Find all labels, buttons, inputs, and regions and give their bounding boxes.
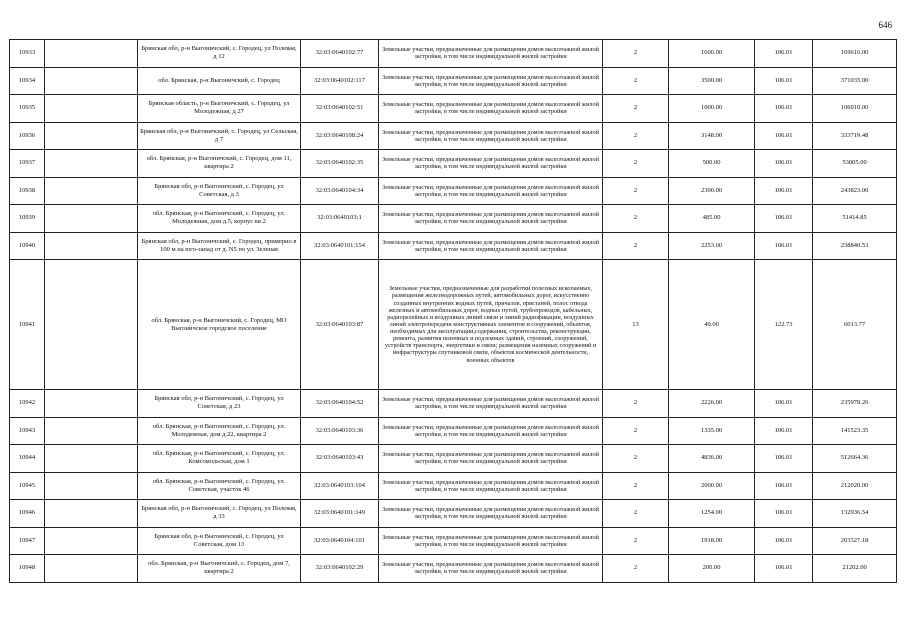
land-use-cell: Земельные участки, предназначенные для размещения домов малоэтажной жилой застройки, в том числе индивидуальной жилой застройки: [379, 555, 603, 583]
empty-cell: [45, 260, 138, 390]
cadastral-number-cell: 32:03:0640102:35: [301, 150, 379, 178]
rate-cell: 106.01: [755, 95, 813, 123]
row-number: 10936: [10, 122, 45, 150]
cadastral-value-cell: 212020.00: [813, 472, 897, 500]
row-number: 10938: [10, 177, 45, 205]
use-code-cell: 2: [603, 527, 669, 555]
use-code-cell: 2: [603, 150, 669, 178]
use-code-cell: 2: [603, 417, 669, 445]
address-cell: обл. Брянская, р-н Выгоничский, с. Городец, дом 11, квартира 2: [138, 150, 301, 178]
empty-cell: [45, 95, 138, 123]
table-row: [10, 445, 897, 473]
cadastral-value-cell: 6013.77: [813, 260, 897, 390]
rate-cell: 106.01: [755, 67, 813, 95]
cadastral-number-cell: 32:03:0640104:34: [301, 177, 379, 205]
address-cell: Брянская обл, р-н Выгоничский, с. Городец, ул Полевая, д 33: [138, 500, 301, 528]
empty-cell: [45, 527, 138, 555]
rate-cell: 106.01: [755, 40, 813, 68]
use-code-cell: 2: [603, 177, 669, 205]
cadastral-number-cell: 32:03:0640103:36: [301, 417, 379, 445]
cadastral-number-cell: 32:03:0640101:154: [301, 232, 379, 260]
address-cell: Брянская обл, р-н Выгоничский, с. Городец, ул Сельская, д 7: [138, 122, 301, 150]
cadastral-value-cell: 203327.18: [813, 527, 897, 555]
address-cell: обл. Брянская, р-н Выгоничский, с. Городец, ул. Комсомольская, дом 1: [138, 445, 301, 473]
row-number: 10947: [10, 527, 45, 555]
row-number: 10933: [10, 40, 45, 68]
address-cell: обл. Брянская, р-н Выгоничский, с. Городец, ул. Молодежная, дом д.5, корпус кв.2: [138, 205, 301, 233]
cadastral-registry-table: [9, 39, 897, 583]
table-row: [10, 472, 897, 500]
cadastral-number-cell: 32:03:0640102:117: [301, 67, 379, 95]
address-cell: Брянская область, р-н Выгоничский, с. Городец, ул Молодежная, д 27: [138, 95, 301, 123]
land-use-cell: Земельные участки, предназначенные для размещения домов малоэтажной жилой застройки, в том числе индивидуальной жилой застройки: [379, 177, 603, 205]
rate-cell: 106.01: [755, 122, 813, 150]
address-cell: Брянская обл, р-н Выгоничский, с. Городец, примерно в 100 м на юго-запад от д. N5 по ул. Зеленая: [138, 232, 301, 260]
use-code-cell: 2: [603, 232, 669, 260]
address-cell: Брянская обл, р-н Выгоничский, с. Городец, ул Советская, д 3: [138, 177, 301, 205]
rate-cell: 106.01: [755, 555, 813, 583]
cadastral-value-cell: 141523.35: [813, 417, 897, 445]
use-code-cell: 2: [603, 40, 669, 68]
registry-table-body: [10, 40, 897, 583]
table-row: [10, 177, 897, 205]
area-cell: 485.00: [669, 205, 755, 233]
cadastral-value-cell: 371035.00: [813, 67, 897, 95]
row-number: 10935: [10, 95, 45, 123]
row-number: 10945: [10, 472, 45, 500]
use-code-cell: 2: [603, 390, 669, 418]
empty-cell: [45, 417, 138, 445]
rate-cell: 106.01: [755, 205, 813, 233]
cadastral-number-cell: 32:03:0640103:104: [301, 472, 379, 500]
cadastral-value-cell: 169616.00: [813, 40, 897, 68]
cadastral-number-cell: 32:03:0640101:149: [301, 500, 379, 528]
area-cell: 2253.00: [669, 232, 755, 260]
page-number: 646: [878, 20, 892, 30]
address-cell: обл. Брянская, р-н Выгоничский, с. Городец, ул. Молодежная, дом д.22, квартира 2: [138, 417, 301, 445]
use-code-cell: 2: [603, 472, 669, 500]
area-cell: 4836.00: [669, 445, 755, 473]
land-use-cell: Земельные участки, предназначенные для размещения домов малоэтажной жилой застройки, в том числе индивидуальной жилой застройки: [379, 40, 603, 68]
area-cell: 1918.00: [669, 527, 755, 555]
empty-cell: [45, 500, 138, 528]
area-cell: 2226.00: [669, 390, 755, 418]
area-cell: 500.00: [669, 150, 755, 178]
land-use-cell: Земельные участки, предназначенные для размещения домов малоэтажной жилой застройки, в том числе индивидуальной жилой застройки: [379, 527, 603, 555]
cadastral-number-cell: 32:03:0640103:87: [301, 260, 379, 390]
table-row: [10, 150, 897, 178]
table-row: [10, 122, 897, 150]
area-cell: 1000.00: [669, 95, 755, 123]
empty-cell: [45, 177, 138, 205]
row-number: 10939: [10, 205, 45, 233]
use-code-cell: 2: [603, 95, 669, 123]
rate-cell: 106.01: [755, 177, 813, 205]
row-number: 10941: [10, 260, 45, 390]
table-row: [10, 67, 897, 95]
empty-cell: [45, 40, 138, 68]
use-code-cell: 2: [603, 205, 669, 233]
cadastral-value-cell: 512664.36: [813, 445, 897, 473]
table-row: [10, 417, 897, 445]
land-use-cell: Земельные участки, предназначенные для размещения домов малоэтажной жилой застройки, в том числе индивидуальной жилой застройки: [379, 122, 603, 150]
table-row: [10, 390, 897, 418]
cadastral-number-cell: 32:03:0640102:51: [301, 95, 379, 123]
area-cell: 49.00: [669, 260, 755, 390]
cadastral-value-cell: 53005.00: [813, 150, 897, 178]
cadastral-number-cell: 32:03:0640103:1: [301, 205, 379, 233]
land-use-cell: Земельные участки, предназначенные для размещения домов малоэтажной жилой застройки, в том числе индивидуальной жилой застройки: [379, 205, 603, 233]
area-cell: 200.00: [669, 555, 755, 583]
area-cell: 2000.00: [669, 472, 755, 500]
empty-cell: [45, 67, 138, 95]
cadastral-number-cell: 32:03:0640102:77: [301, 40, 379, 68]
cadastral-value-cell: 333719.48: [813, 122, 897, 150]
table-row: [10, 500, 897, 528]
empty-cell: [45, 555, 138, 583]
table-row: [10, 95, 897, 123]
row-number: 10937: [10, 150, 45, 178]
use-code-cell: 2: [603, 445, 669, 473]
row-number: 10942: [10, 390, 45, 418]
address-cell: Брянская обл, р-н Выгоничский, с. Городец, ул Советская, дом 13: [138, 527, 301, 555]
area-cell: 1600.00: [669, 40, 755, 68]
land-use-cell: Земельные участки, предназначенные для размещения домов малоэтажной жилой застройки, в том числе индивидуальной жилой застройки: [379, 445, 603, 473]
use-code-cell: 13: [603, 260, 669, 390]
land-use-cell: Земельные участки, предназначенные для размещения домов малоэтажной жилой застройки, в том числе индивидуальной жилой застройки: [379, 150, 603, 178]
address-cell: обл. Брянская, р-н Выгоничский, с. Городец, МО Выгоничское городское поселение: [138, 260, 301, 390]
rate-cell: 106.01: [755, 150, 813, 178]
land-use-cell: Земельные участки, предназначенные для размещения домов малоэтажной жилой застройки, в том числе индивидуальной жилой застройки: [379, 67, 603, 95]
cadastral-value-cell: 238840.53: [813, 232, 897, 260]
rate-cell: 106.01: [755, 417, 813, 445]
area-cell: 1335.00: [669, 417, 755, 445]
cadastral-number-cell: 32:03:0640108:24: [301, 122, 379, 150]
table-row: [10, 40, 897, 68]
land-use-cell: Земельные участки, предназначенные для размещения домов малоэтажной жилой застройки, в том числе индивидуальной жилой застройки: [379, 417, 603, 445]
rate-cell: 106.01: [755, 472, 813, 500]
cadastral-number-cell: 32:03:0640104:101: [301, 527, 379, 555]
address-cell: обл. Брянская, р-н Выгоничский, с. Городец: [138, 67, 301, 95]
row-number: 10946: [10, 500, 45, 528]
cadastral-value-cell: 21202.00: [813, 555, 897, 583]
land-use-cell: Земельные участки, предназначенные для размещения домов малоэтажной жилой застройки, в том числе индивидуальной жилой застройки: [379, 232, 603, 260]
cadastral-value-cell: 132936.54: [813, 500, 897, 528]
area-cell: 1254.00: [669, 500, 755, 528]
land-use-cell: Земельные участки, предназначенные для размещения домов малоэтажной жилой застройки, в том числе индивидуальной жилой застройки: [379, 390, 603, 418]
use-code-cell: 2: [603, 555, 669, 583]
area-cell: 2300.00: [669, 177, 755, 205]
row-number: 10944: [10, 445, 45, 473]
use-code-cell: 2: [603, 500, 669, 528]
cadastral-number-cell: 32:03:0640104:52: [301, 390, 379, 418]
row-number: 10940: [10, 232, 45, 260]
empty-cell: [45, 205, 138, 233]
use-code-cell: 2: [603, 67, 669, 95]
empty-cell: [45, 445, 138, 473]
rate-cell: 106.01: [755, 445, 813, 473]
empty-cell: [45, 150, 138, 178]
table-row: [10, 232, 897, 260]
area-cell: 3148.00: [669, 122, 755, 150]
cadastral-value-cell: 51414.85: [813, 205, 897, 233]
row-number: 10934: [10, 67, 45, 95]
rate-cell: 106.01: [755, 390, 813, 418]
row-number: 10943: [10, 417, 45, 445]
land-use-cell: Земельные участки, предназначенные для размещения домов малоэтажной жилой застройки, в том числе индивидуальной жилой застройки: [379, 472, 603, 500]
row-number: 10948: [10, 555, 45, 583]
cadastral-value-cell: 243823.00: [813, 177, 897, 205]
empty-cell: [45, 472, 138, 500]
table-row: [10, 205, 897, 233]
land-use-cell: Земельные участки, предназначенные для разработки полезных ископаемых, размещения железнодорожных путей, автомобильных дорог, искусственно созданных внутренних водных путей, причалов, пристаней, полос отвода железных и автомобильных дорог, водных путей, трубопроводов, кабельных, радиорелейных и воздушных линий связи и линий радиофикации, воздушных линий электропередачи конструктивных элементов и сооружений, объектов, необходимых для эксплуатации,содержания, строительства, реконструкции, ремонта, развития наземных и подземных зданий, строений, сооружений, устройств транспорта, энергетики и связи; размещения наземных сооружений и инфраструктуры спутниковой связи, объектов космической деятельности, военных объектов: [379, 260, 603, 390]
rate-cell: 106.01: [755, 232, 813, 260]
cadastral-number-cell: 32:03:0640102:29: [301, 555, 379, 583]
address-cell: Брянская обл, р-н Выгоничский, с. Городец, ул Советская, д 23: [138, 390, 301, 418]
rate-cell: 106.01: [755, 500, 813, 528]
area-cell: 3500.00: [669, 67, 755, 95]
empty-cell: [45, 390, 138, 418]
rate-cell: 122.73: [755, 260, 813, 390]
cadastral-number-cell: 32:03:0640103:43: [301, 445, 379, 473]
cadastral-value-cell: 106010.00: [813, 95, 897, 123]
table-row: [10, 527, 897, 555]
empty-cell: [45, 122, 138, 150]
address-cell: обл. Брянская, р-н Выгоничский, с. Городец, ул. Советская, участок 46: [138, 472, 301, 500]
table-row: [10, 260, 897, 390]
empty-cell: [45, 232, 138, 260]
table-row: [10, 555, 897, 583]
use-code-cell: 2: [603, 122, 669, 150]
land-use-cell: Земельные участки, предназначенные для размещения домов малоэтажной жилой застройки, в том числе индивидуальной жилой застройки: [379, 500, 603, 528]
land-use-cell: Земельные участки, предназначенные для размещения домов малоэтажной жилой застройки, в том числе индивидуальной жилой застройки: [379, 95, 603, 123]
rate-cell: 106.01: [755, 527, 813, 555]
address-cell: Брянская обл, р-н Выгоничский, с. Городец, ул Полевая, д 12: [138, 40, 301, 68]
address-cell: обл. Брянская, р-н Выгоничский, с. Городец, дом 7, квартира 2: [138, 555, 301, 583]
cadastral-value-cell: 235978.26: [813, 390, 897, 418]
